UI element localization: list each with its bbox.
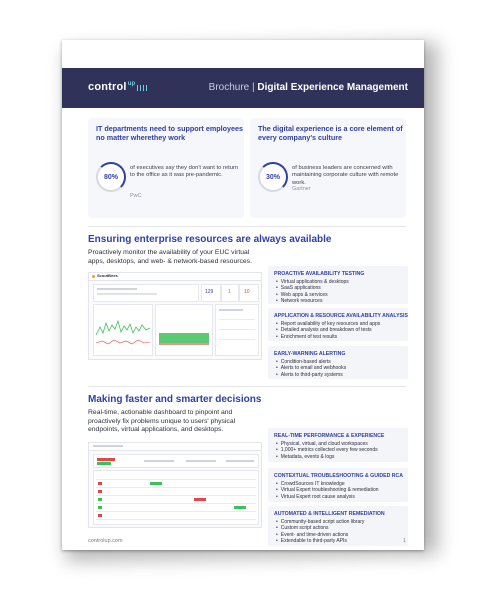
status-dot bbox=[98, 490, 102, 493]
realtime-dashboard-screenshot bbox=[88, 442, 262, 528]
feature-item: • Report availability of key resources and apps bbox=[276, 321, 380, 327]
feature-item: • Virtual Expert root cause analysis bbox=[276, 494, 379, 500]
screenshot-text-line bbox=[97, 293, 157, 295]
section1-description: Proactively monitor the availability of your EUC virtual apps, desktops, and web- & network-based resources. bbox=[88, 249, 252, 265]
status-bar bbox=[194, 498, 206, 501]
stat-percent-ring bbox=[96, 162, 126, 192]
feature-title: EARLY-WARNING ALERTING bbox=[274, 351, 346, 357]
section2-title: Making faster and smarter decisions bbox=[88, 394, 262, 405]
footer-url: controlup.com bbox=[88, 538, 123, 544]
feature-item: • Physical, virtual, and cloud workspaces bbox=[276, 441, 378, 447]
screenshot-data-table bbox=[93, 470, 259, 525]
stat-value: 80% bbox=[103, 173, 118, 181]
table-row-line bbox=[96, 511, 256, 512]
screenshot-chart-panel-1 bbox=[93, 304, 153, 356]
feature-list bbox=[276, 279, 349, 305]
logo-text: control bbox=[88, 81, 127, 93]
screenshot-chart-panel-3 bbox=[215, 304, 259, 356]
page-header bbox=[62, 68, 424, 108]
stat-card-heading: IT departments need to support employees no matter wherethey work bbox=[96, 124, 243, 142]
feature-list bbox=[276, 481, 379, 500]
feature-item: • Enrichment of test results bbox=[276, 334, 380, 340]
feature-item: • SaaS applications bbox=[276, 285, 349, 291]
screenshot-topbar bbox=[89, 273, 261, 281]
stat-card-remote-work bbox=[88, 118, 244, 218]
screenshot-grid-line bbox=[219, 339, 255, 340]
feature-item: • Virtual applications & desktops bbox=[276, 279, 349, 285]
feature-box-remediation bbox=[268, 506, 408, 546]
header-main-title: Digital Experience Management bbox=[257, 82, 408, 93]
footer-page-number: 1 bbox=[402, 538, 406, 544]
logo-bars-icon bbox=[137, 85, 149, 91]
section-divider bbox=[88, 226, 406, 227]
screenshot-metric-tile bbox=[221, 284, 239, 302]
feature-item: • Alerts to email and webhooks bbox=[276, 365, 346, 371]
table-row-line bbox=[96, 479, 256, 480]
feature-title: AUTOMATED & INTELLIGENT REMEDIATION bbox=[274, 511, 385, 517]
controlup-logo bbox=[88, 81, 149, 93]
logo-superscript: up bbox=[127, 81, 136, 87]
status-bar bbox=[150, 482, 162, 485]
screenshot-metric-tile bbox=[201, 284, 221, 302]
screenshot-metric-value: 129 bbox=[205, 289, 214, 295]
feature-item: • Web apps & services bbox=[276, 292, 349, 298]
stat-card-culture bbox=[250, 118, 406, 218]
feature-item: • Community-based script action library bbox=[276, 519, 364, 525]
stat-description: of executives say they don't want to return to the office as it was pre-pandemic. bbox=[130, 165, 239, 179]
feature-title: REAL-TIME PERFORMANCE & EXPERIENCE bbox=[274, 433, 385, 439]
feature-item: • Condition-based alerts bbox=[276, 359, 346, 365]
stat-source: Gartner bbox=[292, 186, 311, 192]
feature-item: • Detailed analysis and breakdown of tests bbox=[276, 327, 380, 333]
feature-item: • Custom script actions bbox=[276, 525, 364, 531]
screenshot-text-line bbox=[97, 288, 137, 290]
feature-item: • CrowdSources IT knowledge bbox=[276, 481, 379, 487]
feature-box-availability-testing bbox=[268, 266, 408, 304]
availability-dashboard-screenshot bbox=[88, 272, 262, 360]
stat-card-heading: The digital experience is a core element of every company's culture bbox=[258, 124, 403, 142]
header-prefix: Brochure | bbox=[208, 82, 258, 93]
stat-source: PwC bbox=[130, 193, 142, 199]
screenshot-text-line bbox=[93, 445, 123, 447]
screenshot-grid-line bbox=[219, 319, 255, 320]
screenshot-filter-bar bbox=[93, 454, 259, 468]
feature-list bbox=[276, 359, 346, 378]
feature-box-early-warning bbox=[268, 346, 408, 379]
section-divider bbox=[88, 386, 406, 387]
screenshot-metric-value: 1 bbox=[228, 289, 231, 295]
screenshot-chart-panel-2 bbox=[155, 304, 213, 356]
stat-percent-ring bbox=[258, 162, 288, 192]
feature-item: • Network resources bbox=[276, 298, 349, 304]
feature-list bbox=[276, 441, 378, 460]
screenshot-line-chart bbox=[94, 305, 152, 355]
feature-title: APPLICATION & RESOURCE AVAILABILITY ANALYSIS bbox=[274, 313, 408, 319]
brochure-page bbox=[62, 40, 424, 550]
screenshot-text-line bbox=[186, 460, 216, 462]
header-title bbox=[209, 82, 408, 93]
table-row-line bbox=[96, 495, 256, 496]
screenshot-grid-line bbox=[219, 329, 255, 330]
feature-item: • 1,000+ metrics collected every few seconds bbox=[276, 447, 378, 453]
feature-item: • Extendable to third-party APIs bbox=[276, 538, 364, 544]
screenshot-app-name: ScoutBees bbox=[97, 273, 118, 278]
screenshot-bar-chart bbox=[156, 305, 212, 355]
screenshot-metric-tile bbox=[239, 284, 259, 302]
feature-title: PROACTIVE AVAILABILITY TESTING bbox=[274, 271, 365, 277]
screenshot-alert-tag bbox=[97, 458, 115, 461]
section2-description: Real-time, actionable dashboard to pinpoint and proactively fix problems unique to users' physical endpoints, virtual applications, and desktops. bbox=[88, 409, 236, 434]
feature-list bbox=[276, 321, 380, 340]
status-dot bbox=[98, 498, 102, 501]
feature-box-troubleshooting bbox=[268, 468, 408, 502]
status-dot bbox=[98, 506, 102, 509]
table-row-line bbox=[96, 519, 256, 520]
screenshot-text-line bbox=[219, 309, 243, 311]
screenshot-ok-tag bbox=[97, 462, 111, 465]
screenshot-metric-value: 10 bbox=[244, 289, 250, 295]
feature-box-availability-analysis bbox=[268, 308, 408, 341]
feature-item: • Metadata, events & logs bbox=[276, 454, 378, 460]
stat-value: 30% bbox=[265, 173, 280, 181]
screenshot-topbar bbox=[89, 443, 261, 451]
feature-title: CONTEXTUAL TROUBLESHOOTING & GUIDED RCA bbox=[274, 473, 404, 479]
section1-title: Ensuring enterprise resources are always available bbox=[88, 234, 332, 245]
stat-description: of business leaders are concerned with maintaining corporate culture with remote work. bbox=[292, 165, 399, 186]
screenshot-overview-panel bbox=[93, 284, 199, 302]
feature-box-realtime-performance bbox=[268, 428, 408, 462]
feature-item: • Event- and time-driven actions bbox=[276, 532, 364, 538]
feature-item: • Alerts to third-party systems bbox=[276, 372, 346, 378]
table-row-line bbox=[96, 487, 256, 488]
status-bar bbox=[234, 506, 246, 509]
feature-item: • Virtual Expert troubleshooting & remediation bbox=[276, 487, 379, 493]
screenshot-text-line bbox=[144, 460, 174, 462]
status-dot bbox=[98, 514, 102, 517]
screenshot-text-line bbox=[226, 460, 254, 462]
status-dot bbox=[98, 482, 102, 485]
feature-list bbox=[276, 519, 364, 545]
table-row-line bbox=[96, 503, 256, 504]
scoutbees-logo-icon bbox=[92, 275, 95, 278]
